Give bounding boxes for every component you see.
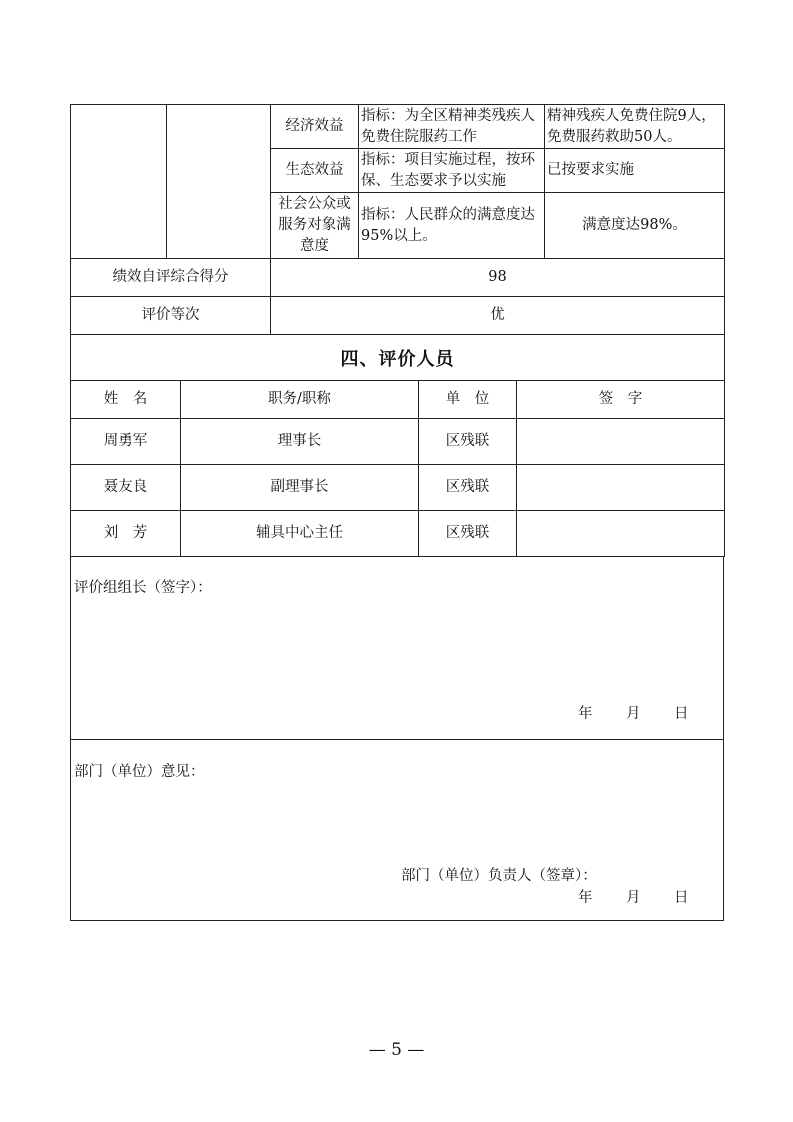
evaluator-title: 理事长 <box>181 419 419 465</box>
score-row <box>71 259 725 297</box>
benefit-result: 满意度达98%。 <box>545 193 725 259</box>
leader-date-month: 月 <box>626 706 641 722</box>
evaluator-row <box>71 465 725 511</box>
page-number: — 5 — <box>368 1040 425 1060</box>
header-signature: 签 字 <box>517 381 725 419</box>
department-label: 部门（单位）意见： <box>74 764 205 780</box>
benefits-table <box>70 104 725 335</box>
department-date-month: 月 <box>626 890 641 906</box>
evaluators-table <box>70 334 725 557</box>
evaluator-name: 周勇军 <box>71 419 181 465</box>
evaluator-row <box>71 511 725 557</box>
benefit-label: 经济效益 <box>271 105 359 149</box>
evaluator-title: 辅具中心主任 <box>181 511 419 557</box>
grade-label: 评价等次 <box>71 297 271 335</box>
department-opinion-block[interactable] <box>70 739 724 921</box>
header-title: 职务/职称 <box>181 381 419 419</box>
grade-row <box>71 297 725 335</box>
header-unit: 单 位 <box>419 381 517 419</box>
department-date-year: 年 <box>578 890 593 906</box>
section-title-row <box>71 335 725 381</box>
score-value: 98 <box>271 259 725 297</box>
signature-field[interactable] <box>517 511 725 557</box>
leader-signature-block[interactable] <box>70 556 724 740</box>
signature-field[interactable] <box>517 465 725 511</box>
leader-date-day: 日 <box>674 706 689 722</box>
evaluator-row <box>71 419 725 465</box>
evaluator-unit: 区残联 <box>419 465 517 511</box>
signature-field[interactable] <box>517 419 725 465</box>
leader-label: 评价组组长（签字）： <box>74 580 212 596</box>
header-name: 姓 名 <box>71 381 181 419</box>
benefit-target: 指标：人民群众的满意度达95%以上。 <box>359 193 545 259</box>
benefit-label: 生态效益 <box>271 149 359 193</box>
evaluator-name: 刘 芳 <box>71 511 181 557</box>
leader-date-year: 年 <box>578 706 593 722</box>
empty-cell <box>167 105 271 259</box>
section-title: 四、评价人员 <box>71 335 725 381</box>
evaluator-unit: 区残联 <box>419 419 517 465</box>
benefit-result: 已按要求实施 <box>545 149 725 193</box>
department-responsible-label: 部门（单位）负责人（签章）： <box>401 868 597 884</box>
benefit-target: 指标：为全区精神类残疾人免费住院服药工作 <box>359 105 545 149</box>
benefit-result: 精神残疾人免费住院9人，免费服药救助50人。 <box>545 105 725 149</box>
department-date-day: 日 <box>674 890 689 906</box>
grade-value: 优 <box>271 297 725 335</box>
header-row <box>71 381 725 419</box>
evaluator-name: 聂友良 <box>71 465 181 511</box>
benefit-target: 指标：项目实施过程，按环保、生态要求予以实施 <box>359 149 545 193</box>
empty-cell <box>71 105 167 259</box>
score-label: 绩效自评综合得分 <box>71 259 271 297</box>
table-row <box>71 105 725 149</box>
evaluator-title: 副理事长 <box>181 465 419 511</box>
benefit-label: 社会公众或服务对象满意度 <box>271 193 359 259</box>
evaluator-unit: 区残联 <box>419 511 517 557</box>
